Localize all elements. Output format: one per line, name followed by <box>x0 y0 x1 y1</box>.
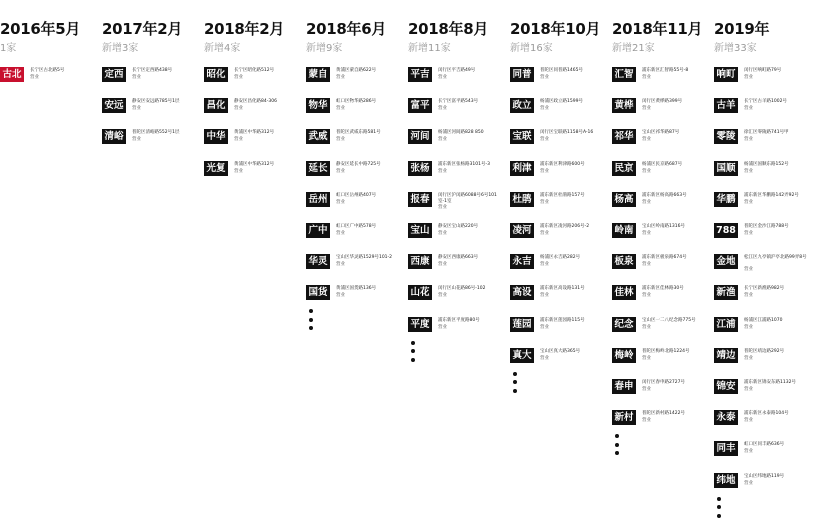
more-dot-icon <box>615 451 619 455</box>
store-item[interactable] <box>612 348 712 363</box>
more-dot-icon <box>411 358 415 362</box>
store-status: 营业 <box>744 106 753 112</box>
store-status: 营业 <box>438 168 447 174</box>
more-dot-icon <box>513 372 517 376</box>
store-address: 浦东新区杨高路663号 <box>642 192 687 198</box>
store-address: 杨浦区国顺东路152号 <box>744 161 789 167</box>
store-status: 营业 <box>744 355 753 361</box>
store-item[interactable] <box>510 161 610 176</box>
store-status: 营业 <box>540 324 549 330</box>
store-status: 营业 <box>642 137 651 143</box>
store-name-badge: 富平 <box>408 98 432 113</box>
period-title: 2018年8月 <box>408 20 489 38</box>
store-address: 静安区宝山路220号 <box>438 224 479 229</box>
store-address: 宝山区纬地路119号 <box>744 473 785 479</box>
period-title: 2019年 <box>714 20 770 38</box>
store-address: 普陀区金沙江路788号 <box>744 224 789 229</box>
store-address: 徐汇区零陵路741号甲 <box>744 130 789 136</box>
store-name-badge: 同丰 <box>714 441 738 456</box>
store-status: 营业 <box>438 75 447 80</box>
store-status: 营业 <box>744 480 753 486</box>
store-item[interactable] <box>408 129 508 144</box>
store-name-badge: 纪念 <box>612 317 636 332</box>
store-name-badge: 利津 <box>510 161 534 176</box>
store-address: 宝山区祁华路87号 <box>642 130 680 136</box>
store-item[interactable] <box>510 223 610 238</box>
store-item[interactable] <box>306 192 406 207</box>
store-name-badge: 江浦 <box>714 317 738 332</box>
store-address: 浦东新区杜鹃路157号 <box>540 192 585 198</box>
store-status: 营业 <box>336 168 345 174</box>
more-dot-icon <box>717 505 721 509</box>
store-name-badge: 佳林 <box>612 285 636 300</box>
store-address: 浦东新区汇智路55号-8 <box>642 68 689 73</box>
store-name-badge: 杨高 <box>612 192 636 207</box>
store-address: 黄浦区蒙自路622号 <box>336 68 377 73</box>
store-address: 闵行区沪闵路6088号6号101室-1室 <box>438 192 497 204</box>
store-item[interactable] <box>204 67 304 82</box>
store-address: 闵行区黄桦路399号 <box>642 99 683 105</box>
store-name-badge: 岭南 <box>612 223 636 238</box>
store-name-badge: 民京 <box>612 161 636 176</box>
store-address: 宝山区岭南路1316号 <box>642 224 685 229</box>
store-address: 静安区昌化路84-306 <box>234 99 277 105</box>
store-status: 营业 <box>540 75 549 80</box>
store-count: 1家 <box>0 43 17 54</box>
timeline-column <box>204 0 304 515</box>
store-address: 长宁区定西路438号 <box>132 68 173 73</box>
timeline-column <box>714 0 814 515</box>
store-item[interactable] <box>714 223 814 238</box>
period-title: 2016年5月 <box>0 20 81 38</box>
more-dot-icon <box>309 309 313 313</box>
more-dot-icon <box>513 389 517 393</box>
store-status: 营业 <box>234 75 243 80</box>
more-dot-icon <box>615 443 619 447</box>
store-status: 营业 <box>336 262 345 268</box>
store-address: 闵行区宝联路1158号A-16 <box>540 130 594 136</box>
store-item[interactable] <box>612 223 712 238</box>
store-name-badge: 汇智 <box>612 67 636 82</box>
store-name-badge: 黄桦 <box>612 98 636 113</box>
store-name-badge: 岳州 <box>306 192 330 207</box>
store-name-badge: 新村 <box>612 410 636 425</box>
store-address: 浦东新区凌河路206号-2 <box>540 224 590 229</box>
store-name-badge: 国货 <box>306 285 330 300</box>
store-address: 普陀区新村路1422号 <box>642 411 685 417</box>
store-item[interactable] <box>306 129 406 144</box>
store-status: 营业 <box>744 449 753 455</box>
store-item[interactable] <box>102 67 202 82</box>
store-count: 新增16家 <box>510 43 553 54</box>
store-item[interactable] <box>714 98 814 113</box>
period-title: 2017年2月 <box>102 20 183 38</box>
store-status: 营业 <box>336 293 345 299</box>
store-status: 营业 <box>540 137 549 143</box>
store-item[interactable] <box>408 254 508 269</box>
store-item[interactable] <box>714 348 814 363</box>
store-address: 虹口区同丰路636号 <box>744 442 785 448</box>
store-item[interactable] <box>510 285 610 300</box>
store-item[interactable] <box>612 67 712 82</box>
store-status: 营业 <box>336 75 345 80</box>
store-address: 杨浦区政立路1599号 <box>540 99 583 105</box>
store-name-badge: 杜鹃 <box>510 192 534 207</box>
store-address: 长宁区昭化路512号 <box>234 68 275 73</box>
store-name-badge: 物华 <box>306 98 330 113</box>
store-address: 浦东新区板泉路674号 <box>642 255 687 261</box>
store-name-badge: 政立 <box>510 98 534 113</box>
store-status: 营业 <box>642 75 651 80</box>
store-address: 静安区安远路785号1层 <box>132 99 180 105</box>
timeline-column <box>612 0 712 515</box>
store-address: 浦东新区高设路131号 <box>540 286 585 292</box>
store-item[interactable] <box>408 223 508 238</box>
store-status: 营业 <box>540 262 549 268</box>
store-name-badge: 平度 <box>408 317 432 332</box>
store-item[interactable] <box>612 98 712 113</box>
store-status: 营业 <box>438 106 447 112</box>
store-item[interactable] <box>510 317 610 332</box>
store-item[interactable] <box>306 285 406 300</box>
timeline-column <box>408 0 508 515</box>
store-item[interactable] <box>714 317 814 332</box>
store-status: 营业 <box>540 199 549 205</box>
more-dot-icon <box>411 349 415 353</box>
store-name-badge: 同普 <box>510 67 534 82</box>
store-item[interactable] <box>714 161 814 176</box>
store-status: 营业 <box>438 231 447 236</box>
store-name-badge: 古羊 <box>714 98 738 113</box>
store-name-badge: 光复 <box>204 161 228 176</box>
store-item[interactable] <box>204 129 304 144</box>
store-status: 营业 <box>744 75 753 80</box>
store-name-badge: 宝联 <box>510 129 534 144</box>
store-item[interactable] <box>612 285 712 300</box>
store-status: 营业 <box>336 137 345 143</box>
store-status: 营业 <box>438 262 447 268</box>
store-name-badge: 张杨 <box>408 161 432 176</box>
timeline-column <box>102 0 202 515</box>
store-item[interactable] <box>204 161 304 176</box>
store-status: 营业 <box>744 231 753 236</box>
store-status: 营业 <box>132 75 141 80</box>
store-item[interactable] <box>306 223 406 238</box>
store-name-badge: 祁华 <box>612 129 636 144</box>
store-address: 浦东新区利津路600号 <box>540 161 585 167</box>
store-name-badge: 靖边 <box>714 348 738 363</box>
store-address: 静安区西康路663号 <box>438 255 479 261</box>
store-address: 虹口区岳州路407号 <box>336 192 377 198</box>
store-address: 闵行区平吉路49号 <box>438 68 476 73</box>
store-name-badge: 零陵 <box>714 129 738 144</box>
store-status: 营业 <box>336 199 345 205</box>
store-address: 长宁区古羊路1002号 <box>744 99 787 105</box>
store-name-badge: 河间 <box>408 129 432 144</box>
store-address: 虹口区物华路286号 <box>336 99 377 105</box>
store-address: 浦东新区张杨路3101号-3 <box>438 161 490 167</box>
store-item[interactable] <box>510 254 610 269</box>
more-dot-icon <box>615 434 619 438</box>
store-status: 营业 <box>642 355 651 361</box>
store-item[interactable] <box>612 254 712 269</box>
store-name-badge: 西康 <box>408 254 432 269</box>
store-name-badge: 纬地 <box>714 473 738 488</box>
timeline-column <box>0 0 100 515</box>
store-address: 静安区延长中路725号 <box>336 161 381 167</box>
store-status: 营业 <box>642 168 651 174</box>
store-address: 黄浦区国货路136号 <box>336 286 377 292</box>
store-item[interactable] <box>0 67 100 82</box>
store-status: 营业 <box>642 231 651 236</box>
store-item[interactable] <box>510 67 610 82</box>
store-status: 营业 <box>234 168 243 174</box>
store-address: 杨浦区江浦路1070 <box>744 317 783 323</box>
store-address: 普陀区同普路1465号 <box>540 68 583 73</box>
store-status: 营业 <box>744 267 753 273</box>
store-name-badge: 永吉 <box>510 254 534 269</box>
store-name-badge: 华灵 <box>306 254 330 269</box>
store-name-badge: 国顺 <box>714 161 738 176</box>
store-name-badge: 昭化 <box>204 67 228 82</box>
store-status: 营业 <box>438 137 447 143</box>
store-status: 营业 <box>744 293 753 299</box>
store-item[interactable] <box>306 98 406 113</box>
store-name-badge: 高设 <box>510 285 534 300</box>
store-name-badge: 响町 <box>714 67 738 82</box>
store-status: 营业 <box>234 137 243 143</box>
store-name-badge: 华鹏 <box>714 192 738 207</box>
store-item[interactable] <box>306 161 406 176</box>
store-count: 新增33家 <box>714 43 757 54</box>
store-address: 松江区九亭镇沪亭北路99弄8号 <box>744 255 807 261</box>
store-address: 闵行区山花路86号-102 <box>438 286 486 292</box>
store-item[interactable] <box>306 254 406 269</box>
store-name-badge: 锦安 <box>714 379 738 394</box>
store-address: 杨浦区民京路687号 <box>642 161 683 167</box>
store-item[interactable] <box>510 348 610 363</box>
store-item[interactable] <box>408 161 508 176</box>
store-item[interactable] <box>714 285 814 300</box>
store-address: 长宁区新渔路982号 <box>744 286 785 292</box>
store-item[interactable] <box>612 161 712 176</box>
store-status: 营业 <box>540 106 549 112</box>
store-item[interactable] <box>714 192 814 207</box>
more-dot-icon <box>513 380 517 384</box>
store-name-badge: 金地 <box>714 254 738 269</box>
store-item[interactable] <box>510 129 610 144</box>
store-item[interactable] <box>714 473 814 488</box>
more-dot-icon <box>717 514 721 518</box>
store-status: 营业 <box>744 418 753 424</box>
store-status: 营业 <box>744 324 753 330</box>
store-name-badge: 武威 <box>306 129 330 144</box>
store-name-badge: 昌化 <box>204 98 228 113</box>
store-item[interactable] <box>612 192 712 207</box>
store-status: 营业 <box>540 355 549 361</box>
store-status: 营业 <box>438 324 447 330</box>
store-status: 营业 <box>744 137 753 143</box>
store-item[interactable] <box>612 410 712 425</box>
store-name-badge: 宝山 <box>408 223 432 238</box>
period-title: 2018年10月 <box>510 20 601 38</box>
store-name-badge: 安远 <box>102 98 126 113</box>
store-item[interactable] <box>510 192 610 207</box>
more-dot-icon <box>309 318 313 322</box>
store-status: 营业 <box>540 293 549 299</box>
store-name-badge: 永泰 <box>714 410 738 425</box>
store-name-badge: 板泉 <box>612 254 636 269</box>
store-status: 营业 <box>438 293 447 299</box>
store-address: 浦东新区永泰路104号 <box>744 411 789 417</box>
store-status: 营业 <box>336 106 345 112</box>
store-status: 营业 <box>132 137 141 143</box>
timeline-column <box>306 0 406 515</box>
store-address: 普陀区武威东路581号 <box>336 130 381 136</box>
store-address: 闵行区春申路2727号 <box>642 380 685 385</box>
store-status: 营业 <box>642 387 651 392</box>
store-name-badge: 延长 <box>306 161 330 176</box>
store-status: 营业 <box>744 199 753 205</box>
store-status: 营业 <box>744 387 753 392</box>
store-address: 长宁区富平路543号 <box>438 99 479 105</box>
store-status: 营业 <box>642 293 651 299</box>
store-count: 新增11家 <box>408 43 451 54</box>
store-status: 营业 <box>642 106 651 112</box>
store-status: 营业 <box>30 75 39 80</box>
more-dot-icon <box>717 497 721 501</box>
more-dot-icon <box>309 326 313 330</box>
store-count: 新增3家 <box>102 43 139 54</box>
store-address: 宝山区真大路365号 <box>540 348 581 354</box>
store-status: 营业 <box>234 106 243 112</box>
period-title: 2018年11月 <box>612 20 703 38</box>
store-name-badge: 清峪 <box>102 129 126 144</box>
store-item[interactable] <box>408 67 508 82</box>
store-name-badge: 古北 <box>0 67 24 82</box>
store-address: 闵行区响町路79号 <box>744 68 782 73</box>
store-address: 浦东新区佳林路30号 <box>642 286 684 292</box>
store-name-badge: 春申 <box>612 379 636 394</box>
store-count: 新增4家 <box>204 43 241 54</box>
store-address: 普陀区清峪路552号1层 <box>132 130 180 136</box>
store-name-badge: 定西 <box>102 67 126 82</box>
store-name-badge: 报春 <box>408 192 432 207</box>
store-name-badge: 平吉 <box>408 67 432 82</box>
store-item[interactable] <box>714 129 814 144</box>
store-address: 虹口区广中路578号 <box>336 224 377 229</box>
store-address: 浦东新区锦安东路1132号 <box>744 380 796 385</box>
store-status: 营业 <box>438 204 447 210</box>
store-name-badge: 中华 <box>204 129 228 144</box>
store-item[interactable] <box>714 254 814 273</box>
store-name-badge: 蒙自 <box>306 67 330 82</box>
store-status: 营业 <box>642 324 651 330</box>
store-item[interactable] <box>714 379 814 394</box>
store-address: 浦东新区莲园路115号 <box>540 317 585 323</box>
store-name-badge: 凌河 <box>510 223 534 238</box>
store-address: 黄浦区中华路312号 <box>234 130 275 136</box>
store-item[interactable] <box>612 129 712 144</box>
store-status: 营业 <box>744 168 753 174</box>
store-status: 营业 <box>336 231 345 236</box>
store-status: 营业 <box>642 418 651 424</box>
store-item[interactable] <box>408 317 508 332</box>
store-address: 杨浦区永吉路282号 <box>540 255 581 261</box>
store-item[interactable] <box>612 379 712 394</box>
period-title: 2018年6月 <box>306 20 387 38</box>
store-name-badge: 广中 <box>306 223 330 238</box>
store-count: 新增21家 <box>612 43 655 54</box>
store-status: 营业 <box>642 199 651 205</box>
store-item[interactable] <box>612 317 712 332</box>
store-status: 营业 <box>540 168 549 174</box>
store-address: 浦东新区华鹏路142弄92号 <box>744 192 799 198</box>
more-dot-icon <box>411 341 415 345</box>
store-item[interactable] <box>510 98 610 113</box>
store-status: 营业 <box>132 106 141 112</box>
store-name-badge: 梅岭 <box>612 348 636 363</box>
store-address: 普陀区梅岭北路1224号 <box>642 348 690 354</box>
store-name-badge: 山花 <box>408 285 432 300</box>
store-address: 宝山区华灵路1529号101-2 <box>336 255 393 261</box>
store-status: 营业 <box>642 262 651 268</box>
store-address: 黄浦区中华路312号 <box>234 161 275 167</box>
store-status: 营业 <box>540 231 549 236</box>
store-item[interactable] <box>408 192 508 210</box>
store-item[interactable] <box>306 67 406 82</box>
store-address: 宝山区一二八纪念路775号 <box>642 317 696 323</box>
store-name-badge: 新渔 <box>714 285 738 300</box>
store-item[interactable] <box>408 98 508 113</box>
period-title: 2018年2月 <box>204 20 285 38</box>
store-address: 杨浦区河间路828 850 <box>438 130 484 136</box>
store-item[interactable] <box>714 67 814 82</box>
store-item[interactable] <box>714 441 814 456</box>
store-name-badge: 真大 <box>510 348 534 363</box>
store-item[interactable] <box>102 129 202 144</box>
store-address: 长宁区古北路5号 <box>30 68 65 73</box>
store-item[interactable] <box>102 98 202 113</box>
store-name-badge: 莲园 <box>510 317 534 332</box>
store-name-badge: 788 <box>714 223 738 238</box>
store-item[interactable] <box>204 98 304 113</box>
store-address: 普陀区靖边路292号 <box>744 348 785 354</box>
store-item[interactable] <box>714 410 814 425</box>
store-count: 新增9家 <box>306 43 343 54</box>
store-address: 浦东新区平度路80号 <box>438 317 480 323</box>
timeline-column <box>510 0 610 515</box>
store-item[interactable] <box>408 285 508 300</box>
